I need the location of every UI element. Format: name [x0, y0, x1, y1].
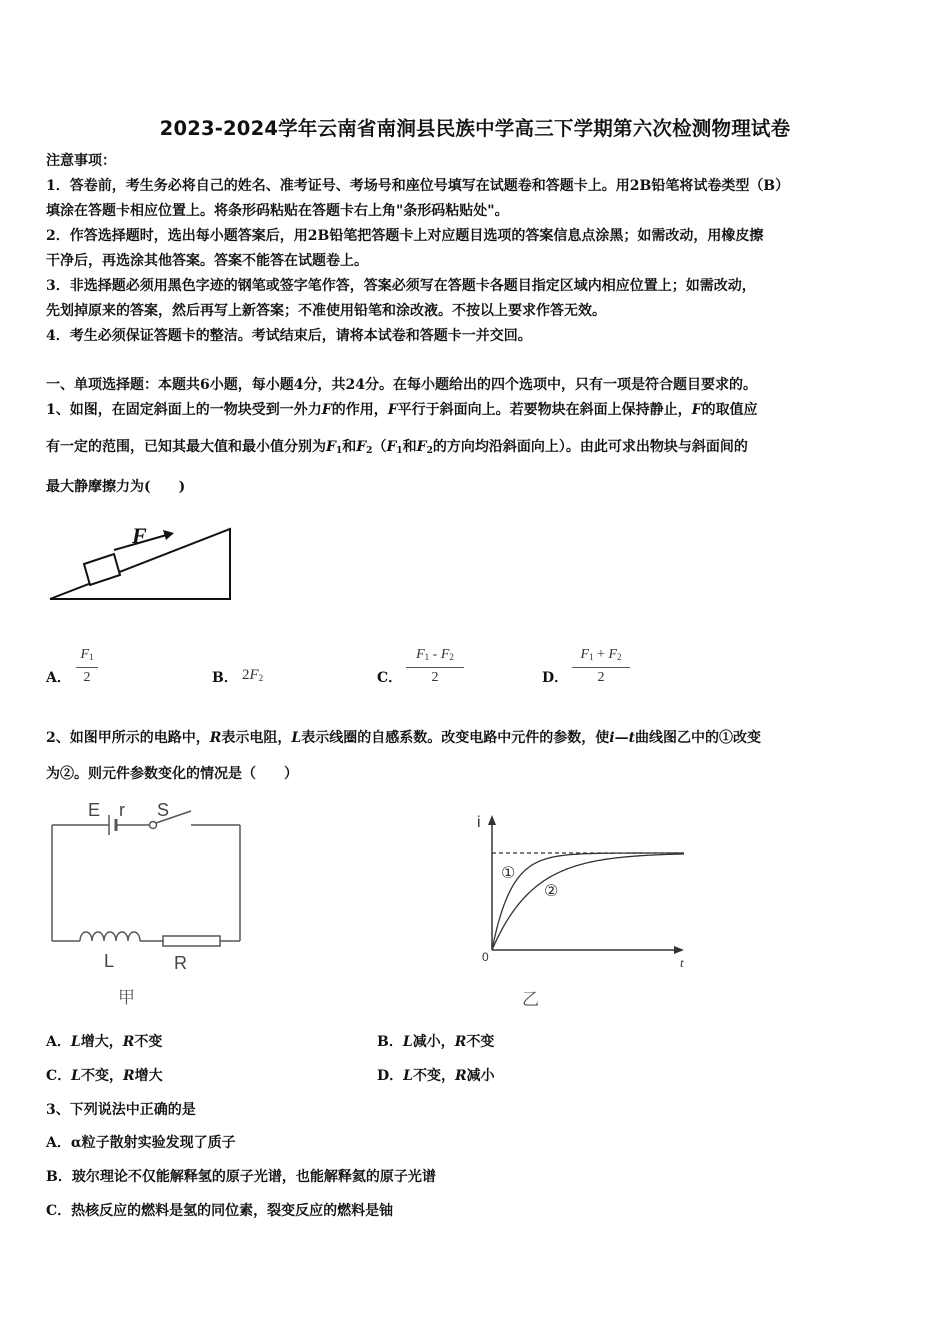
q2-option-a[interactable]: A．L增大，R不变 — [46, 1034, 163, 1050]
internal-resistance-label: r — [119, 800, 125, 820]
q2-option-c[interactable]: C．L不变，R增大 — [46, 1068, 163, 1084]
q1-option-b-value[interactable]: $2F_2$ — [242, 667, 264, 683]
q2-option-d[interactable]: D．L不变，R减小 — [377, 1068, 495, 1084]
q1-option-c-fraction[interactable]: $F_1 - F_2$ 2 — [406, 646, 464, 687]
battery-label: E — [88, 800, 101, 820]
notice-line: 先划掉原来的答案，然后再写上新答案；不准使用铅笔和涂改液。不按以上要求作答无效。 — [46, 303, 606, 319]
current-time-graph — [470, 805, 700, 1010]
q3-option-c[interactable]: C．热核反应的燃料是氢的同位素，裂变反应的燃料是铀 — [46, 1203, 394, 1219]
x-axis-arrow — [674, 946, 684, 954]
circuit-wires — [52, 811, 240, 946]
q1-option-a-fraction[interactable]: $F_1$ 2 — [76, 646, 98, 687]
q2-stem-line-1: 2、如图甲所示的电路中，R表示电阻，L表示线圈的自感系数。改变电路中元件的参数，使i—t曲线图乙中的①改变 — [46, 730, 762, 746]
q1-option-d-fraction[interactable]: $F_1 + F_2$ 2 — [572, 646, 630, 687]
q1-option-a-label[interactable]: A． — [46, 670, 71, 686]
q3-stem: 3、下列说法中正确的是 — [46, 1102, 196, 1118]
notice-line: 1．答卷前，考生务必将自己的姓名、准考证号、考场号和座位号填写在试题卷和答题卡上。用2B铅笔将试卷类型（B） — [46, 178, 790, 194]
y-axis-label: i — [477, 814, 481, 831]
q1-stem-line-1: 1、如图，在固定斜面上的一物块受到一外力F的作用，F平行于斜面向上。若要物块在斜面上保持静止，F的取值应 — [46, 402, 758, 418]
q2-option-b[interactable]: B．L减小，R不变 — [377, 1034, 495, 1050]
y-axis-arrow — [488, 815, 496, 825]
section-heading: 一、单项选择题：本题共6小题，每小题4分，共24分。在每小题给出的四个选项中，只有一项是符合题目要求的。 — [46, 377, 757, 393]
incline-figure — [46, 520, 236, 605]
q1-stem-line-3: 最大静摩擦力为( ) — [46, 479, 186, 495]
graph-axes — [492, 821, 678, 950]
resistor-label: R — [174, 953, 187, 973]
figure-caption-yi: 乙 — [522, 990, 539, 1010]
origin-label: 0 — [482, 950, 489, 964]
q3-option-b[interactable]: B．玻尔理论不仅能解释氢的原子光谱，也能解释氦的原子光谱 — [46, 1169, 436, 1185]
q1-option-c-label[interactable]: C． — [377, 670, 403, 686]
q3-option-a[interactable]: A．α粒子散射实验发现了质子 — [46, 1135, 236, 1151]
notice-line: 2．作答选择题时，选出每小题答案后，用2B铅笔把答题卡上对应题目选项的答案信息点涂黑；如需改动，用橡皮擦 — [46, 228, 764, 244]
notice-line: 填涂在答题卡相应位置上。将条形码粘贴在答题卡右上角"条形码粘贴处"。 — [46, 203, 509, 219]
curve-1-label: ① — [501, 863, 516, 882]
curve-2 — [492, 854, 684, 950]
q2-stem-line-2: 为②。则元件参数变化的情况是（ ） — [46, 766, 298, 782]
switch-label: S — [157, 800, 170, 820]
q1-option-b-label[interactable]: B． — [212, 670, 238, 686]
figure-caption-jia: 甲 — [118, 988, 135, 1008]
x-axis-label: t — [680, 955, 684, 970]
circuit-figure — [46, 795, 256, 1010]
notice-line: 3．非选择题必须用黑色字迹的钢笔或签字笔作答，答案必须写在答题卡各题目指定区域内相应位置上；如需改动， — [46, 278, 756, 294]
curve-2-label: ② — [544, 881, 559, 900]
block — [84, 554, 120, 585]
notice-heading: 注意事项： — [46, 153, 116, 169]
force-arrowhead — [163, 530, 174, 540]
inductor-label: L — [104, 951, 115, 971]
force-label: F — [132, 523, 147, 548]
q1-stem-line-2: 有一定的范围，已知其最大值和最小值分别为$F_1$和$F_2(F_1$和$F_2$的方向均沿斜面向上）。由此可求出物块与斜面间的 — [46, 439, 748, 456]
notice-line: 干净后，再选涂其他答案。答案不能答在试题卷上。 — [46, 253, 368, 269]
notice-line: 4．考生必须保证答题卡的整洁。考试结束后，请将本试卷和答题卡一并交回。 — [46, 328, 532, 344]
page-title: 2023-2024学年云南省南涧县民族中学高三下学期第六次检测物理试卷 — [159, 117, 791, 140]
q1-option-d-label[interactable]: D． — [542, 670, 569, 686]
